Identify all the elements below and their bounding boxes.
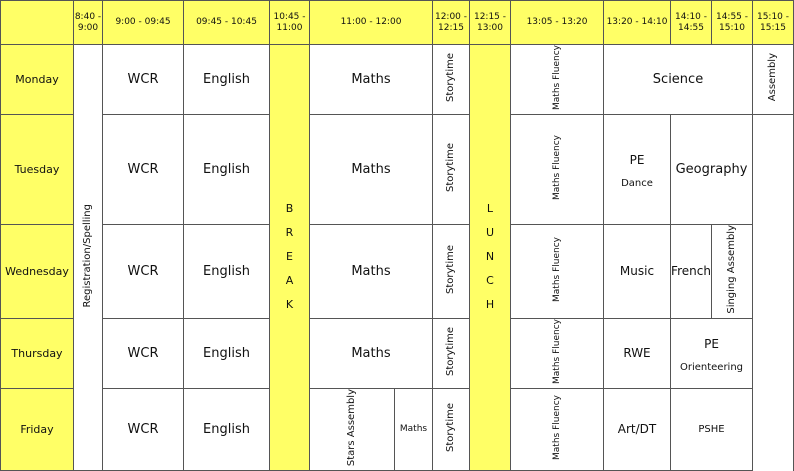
lesson-maths-fluency-cell [511, 388, 604, 470]
lesson-pe: PE [629, 153, 645, 168]
lesson-maths-fluency: Maths Fluency [552, 318, 562, 384]
lesson-english: English [184, 45, 270, 115]
lesson-pe: PE [704, 337, 719, 352]
lesson-pshe: PSHE [671, 388, 753, 470]
lesson-stars-assembly-cell [310, 388, 395, 470]
day-row-friday [1, 388, 794, 470]
break-label: BREAK [285, 202, 294, 312]
lesson-maths-fluency-cell [511, 45, 604, 115]
lesson-maths: Maths [310, 318, 433, 388]
lesson-wcr: WCR [103, 318, 184, 388]
lesson-singing-assembly-cell [712, 224, 753, 318]
day-label: Thursday [1, 318, 74, 388]
day-row-monday [1, 45, 794, 115]
lesson-wcr: WCR [103, 45, 184, 115]
time-slot-header: 12:00 - 12:15 [433, 1, 470, 45]
lesson-wcr: WCR [103, 224, 184, 318]
lesson-english: English [184, 318, 270, 388]
lesson-storytime-cell [433, 45, 470, 115]
time-slot-header: 14:55 - 15:10 [712, 1, 753, 45]
lesson-maths-fluency-cell [511, 224, 604, 318]
lesson-storytime-cell [433, 224, 470, 318]
lesson-music: Music [604, 224, 671, 318]
day-label: Friday [1, 388, 74, 470]
lesson-pe-cell [604, 114, 671, 224]
lesson-stars-assembly: Stars Assembly [346, 388, 357, 466]
lesson-maths-fluency: Maths Fluency [552, 236, 562, 302]
lesson-pe-activity: Dance [621, 178, 653, 190]
lesson-maths-fluency: Maths Fluency [552, 394, 562, 460]
time-slot-header: 11:00 - 12:00 [310, 1, 433, 45]
day-row-tuesday [1, 114, 794, 224]
time-slot-header: 8:40 - 9:00 [74, 1, 103, 45]
lesson-maths: Maths [310, 114, 433, 224]
lesson-storytime-cell [433, 114, 470, 224]
lunch-cell [470, 45, 511, 471]
lesson-pe-cell [671, 318, 753, 388]
lesson-storytime-cell [433, 388, 470, 470]
lesson-wcr: WCR [103, 114, 184, 224]
lesson-maths: Maths [310, 224, 433, 318]
lesson-pe-activity: Orienteering [679, 362, 744, 374]
lunch-label: LUNCH [485, 202, 495, 312]
time-slot-header: 10:45 - 11:00 [270, 1, 310, 45]
registration-label: Registration/Spelling [82, 203, 93, 308]
lesson-french: French [671, 224, 712, 318]
lesson-storytime: Storytime [445, 326, 456, 376]
lesson-art-dt: Art/DT [604, 388, 671, 470]
lesson-english: English [184, 224, 270, 318]
lesson-storytime: Storytime [445, 52, 456, 102]
time-slot-header: 9:00 - 09:45 [103, 1, 184, 45]
lesson-english: English [184, 388, 270, 470]
lesson-maths-fluency-cell [511, 318, 604, 388]
lesson-storytime: Storytime [445, 142, 456, 192]
lesson-wcr: WCR [103, 388, 184, 470]
registration-cell [74, 45, 103, 471]
lesson-maths-fluency: Maths Fluency [552, 134, 562, 200]
lesson-storytime: Storytime [445, 402, 456, 452]
day-label: Monday [1, 45, 74, 115]
corner-cell [1, 1, 74, 45]
lesson-assembly-cell [753, 45, 794, 115]
time-slot-header: 13:05 - 13:20 [511, 1, 604, 45]
day-row-wednesday [1, 224, 794, 318]
lesson-assembly: Assembly [767, 53, 778, 102]
time-slot-header: 13:20 - 14:10 [604, 1, 671, 45]
lesson-geography: Geography [671, 114, 753, 224]
lesson-maths-fluency: Maths Fluency [552, 45, 562, 110]
time-slot-header: 15:10 - 15:15 [753, 1, 794, 45]
time-slot-header: 14:10 - 14:55 [671, 1, 712, 45]
day-label: Tuesday [1, 114, 74, 224]
day-label: Wednesday [1, 224, 74, 318]
break-cell [270, 45, 310, 471]
time-slot-header: 09:45 - 10:45 [184, 1, 270, 45]
lesson-maths: Maths [395, 388, 433, 470]
lesson-rwe: RWE [604, 318, 671, 388]
lesson-maths: Maths [310, 45, 433, 115]
lesson-storytime: Storytime [445, 244, 456, 294]
lesson-english: English [184, 114, 270, 224]
lesson-maths-fluency-cell [511, 114, 604, 224]
header-row [1, 1, 794, 45]
lesson-singing-assembly: Singing Assembly [726, 224, 737, 314]
day-row-thursday [1, 318, 794, 388]
time-slot-header: 12:15 - 13:00 [470, 1, 511, 45]
lesson-storytime-cell [433, 318, 470, 388]
lesson-science: Science [604, 45, 753, 115]
